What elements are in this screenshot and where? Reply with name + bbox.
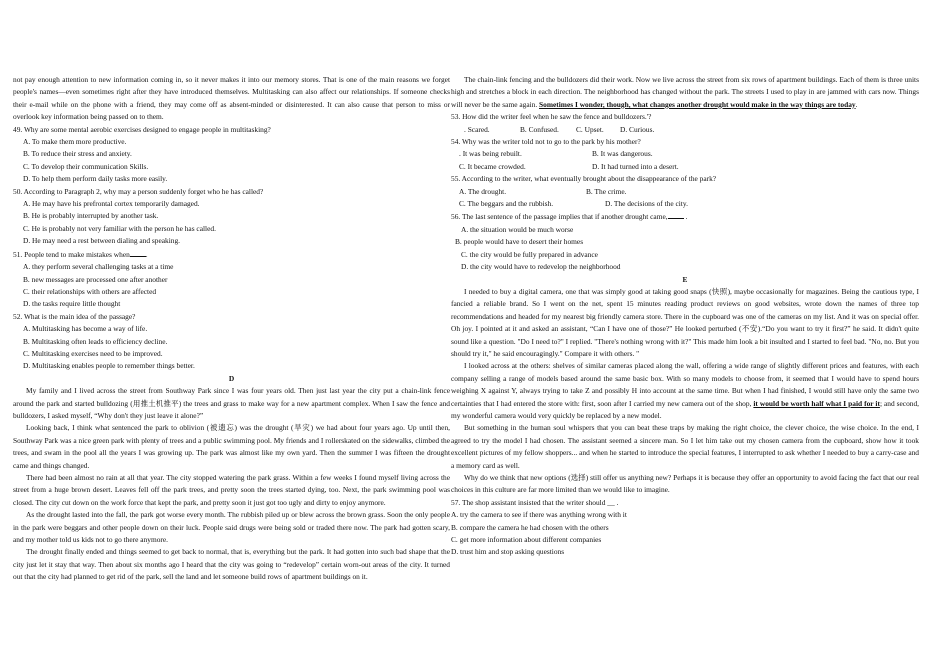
answer-blank [130, 248, 146, 257]
option-c: C. He is probably not very familiar with the person he has called. [23, 223, 216, 233]
question-55 [451, 173, 919, 210]
option-a: A. they perform several challenging tasks at a time [23, 262, 174, 272]
option-c: C. Upset. [576, 124, 604, 134]
question-stem: 53. How did the writer feel when he saw the fence and bulldozers.'? [451, 112, 652, 122]
question-stem-line [451, 210, 919, 223]
passage-text: The chain-link fencing and the bulldozers did their work. Now we live across the street from six rows of apartment buildings. Each of them is three units high and stretches a block in each direction. The neighborhood has changed without the park. The streets I used to play in are jammed with cars now. Things will never be the same again. [451, 75, 919, 109]
question-57 [451, 497, 919, 559]
question-stem-line: 51. People tend to make mistakes when . [13, 249, 148, 259]
option-b: B. people would have to desert their homes [455, 237, 584, 247]
option-a: A. Multitasking has become a way of life. [23, 324, 148, 334]
question-stem: 57. The shop assistant insisted that the writer should __ . [451, 497, 619, 507]
passage-d-paragraph: My family and I lived across the street from Southway Park since I was four years old. Then just last year the city put a chain-link fence around the park and started bulldozing (用推土机推平) the trees and grass to make way for a new apartment complex. When I saw the fence and bulldozers, I asked myself, “Why don't they just leave it alone?” [13, 386, 450, 420]
option-b: B. To reduce their stress and anxiety. [23, 149, 132, 159]
option-d: D. Curious. [620, 124, 655, 134]
question-51 [13, 248, 450, 311]
option-a: A. try the camera to see if there was anything wrong with it [451, 510, 627, 520]
passage-text: I looked across at the others: shelves of similar cameras placed along the wall, offering a wide range of slightly different prices and features, with each company selling a range of models based around the same basic box. With so many models to choose from, it seemed that I would have to spend hours weighing X against Y, always trying to take Z and possibly H into account at the same time. But when I had finished, I would still have only the same two certainties that I had entered the store with: first, soon after I carried my new camera out of the shop, [451, 361, 919, 408]
question-52 [13, 311, 450, 373]
question-50 [13, 186, 450, 248]
question-49 [13, 124, 450, 186]
option-c: C. Multitasking exercises need to be improved. [23, 348, 163, 358]
option-d: D. To help them perform daily tasks more easily. [23, 174, 168, 184]
option-d: D. the city would have to redevelop the neighborhood [461, 262, 621, 272]
option-c: C. It became crowded. [459, 161, 526, 171]
passage-e-paragraph: Why do we think that new options (选择) still offer us anything new? Perhaps it is because they offer an opportunity to avoid facing the fact that our real choices in this culture are far more limited than we would like to imagine. [451, 473, 919, 495]
emphasized-phrase: it would be worth half what I paid for it [753, 398, 880, 408]
option-b: B. Confused. [520, 124, 559, 134]
option-row [459, 186, 919, 198]
passage-e-paragraph [451, 360, 919, 422]
option-b: B. compare the camera he had chosen with the others [451, 522, 609, 532]
option-row [464, 124, 919, 136]
option-b: B. Multitasking often leads to efficiency decline. [23, 336, 168, 346]
passage-e-paragraph: But something in the human soul whispers that you can beat these traps by making the right choice, the clever choice, the wise choice. In the end, I agreed to try the model I had chosen. The assistant seemed a sincere man. So I let him take out my chosen camera from the cupboard, show how it took excellent pictures of my fellow shoppers... and when he started to introduce the special features, I interrupted to ask whether I needed to buy a carry-case and a memory card as well. [451, 423, 919, 470]
emphasized-sentence: Sometimes I wonder, though, what changes another drought would make in the way things are today [539, 99, 856, 109]
option-b: B. It was dangerous. [592, 149, 653, 159]
left-column [13, 74, 450, 584]
option-a: . Scared. [464, 124, 490, 134]
option-b: B. The crime. [586, 186, 627, 196]
passage-c-ending: not pay enough attention to new information coming in, so it never makes it into our memory stores. That is one of the main reasons we forget people's names—even sometimes right after they have introduced themselves. Multitasking can also affect our relationships. If someone checks their e-mail while on the phone with a friend, they may come off as absent-minded or disinterested. It can also cause that person to miss or overlook key information being passed on to them. [13, 75, 450, 122]
option-a: . It was being rebuilt. [459, 149, 522, 159]
option-row [459, 148, 919, 160]
option-c: C. To develop their communication Skills. [23, 161, 149, 171]
option-c: C. the city would be fully prepared in advance [461, 249, 598, 259]
question-stem: 55. According to the writer, what eventually brought about the disappearance of the park? [451, 174, 717, 184]
section-heading-d: D [228, 373, 235, 383]
passage-d-paragraph: The drought finally ended and things seemed to get back to normal, that is, everything but the park. It had gotten into such bad shape that the city just let it stay that way. Then about six months ago I heard that the city was going to “redevelop” certain worn-out areas of the city. It turned out that the city had planned to get rid of the park, sell the land and let someone build rows of apartment buildings on it. [13, 547, 450, 582]
option-b: B. He is probably interrupted by another task. [23, 211, 159, 221]
option-a: A. The drought. [459, 186, 507, 196]
option-a: A. He may have his prefrontal cortex temporarily damaged. [23, 199, 200, 209]
answer-blank [668, 210, 684, 219]
question-53 [451, 111, 919, 136]
option-d: D. He may need a rest between dialing and speaking. [23, 236, 180, 246]
question-stem: 49. Why are some mental aerobic exercises designed to engage people in multitasking? [13, 124, 271, 134]
question-stem: 50. According to Paragraph 2, why may a person suddenly forget who he has called? [13, 186, 264, 196]
option-row [459, 161, 919, 173]
right-column [451, 74, 919, 559]
option-row [459, 198, 919, 210]
option-d: D. the tasks require little thought [23, 299, 121, 309]
option-a: A. the situation would be much worse [461, 224, 574, 234]
question-stem: 56. The last sentence of the passage implies that if another drought came, [451, 212, 668, 222]
question-stem: 54. Why was the writer told not to go to the park by his mother? [451, 137, 641, 147]
passage-e-paragraph: I needed to buy a digital camera, one that was simply good at taking good snaps (快照), maybe occasionally for magazines. Being the cautious type, I fancied a reliable brand. So I went on the net, spent 15 minutes reading product reviews on good websites, wrote down the names of three top recommendations and headed for my nearest big friendly camera store. There in the cupboard was one of the cameras on my list. And it was on special offer. Oh joy. I pointed at it and asked an assistant, “Can I have one of those?” He looked perturbed (不安).“Do you want to try it first?” he said. It didn't quite sound like a question. "Do I need to?" I replied. "There's nothing wrong with it?" This made him look a bit insulted and I started to feel bad. "No, no. But you should try it," he said encouragingly." Compare it with others. " [451, 286, 919, 358]
punctuation: . [855, 99, 858, 109]
passage-text: ; and second, my wonderful camera would very quickly be replaced by a new model. [451, 398, 920, 420]
option-c: C. get more information about different companies [451, 535, 602, 545]
section-heading-e: E [682, 274, 688, 284]
passage-d-ending [451, 74, 919, 111]
question-54 [451, 136, 919, 173]
passage-d-paragraph: There had been almost no rain at all that year. The city stopped watering the park grass. Within a few weeks I found myself living across the street from a huge brown desert. Leaves fell off the park trees, and pretty soon the trees started dying, too. Next, the park swimming pool was closed. The city cut down on the work force that kept the park, and pretty soon it just got too ugly and dirty to enjoy anymore. [13, 473, 450, 507]
option-c: C. their relationships with others are affected [23, 286, 157, 296]
passage-d-paragraph: Looking back, I think what sentenced the park to oblivion (被遗忘) was the drought (旱灾) we had about four years ago. Up until then, Southway Park was a nice green park with plenty of trees and a public swimming pool. My friends and I rollerskated on the sidewalks, climbed the trees, and swam in the pool all the years I was growing up. The park was almost like my own yard. Then the summer I was fifteen the drought came and things changed. [13, 423, 450, 470]
option-d: D. Multitasking enables people to remember things better. [23, 361, 195, 371]
punctuation: . [685, 212, 688, 222]
question-56 [451, 210, 919, 273]
option-d: D. trust him and stop asking questions [451, 547, 565, 557]
passage-d-paragraph: As the drought lasted into the fall, the park got worse every month. The rubbish piled up or blew across the brown grass. Soon the only people in the park were beggars and other people down on their luck. People said drugs were being sold or traded there now. The park had gotten scary, and my mother told us kids not to go there anymore. [13, 510, 450, 545]
option-d: D. It had turned into a desert. [592, 161, 679, 171]
question-stem: 51. People tend to make mistakes when [13, 249, 130, 259]
option-a: A. To make them more productive. [23, 137, 127, 147]
question-stem: 52. What is the main idea of the passage? [13, 311, 136, 321]
option-b: B. new messages are processed one after another [23, 274, 168, 284]
option-d: D. The decisions of the city. [605, 199, 688, 209]
option-c: C. The beggars and the rubbish. [459, 199, 554, 209]
